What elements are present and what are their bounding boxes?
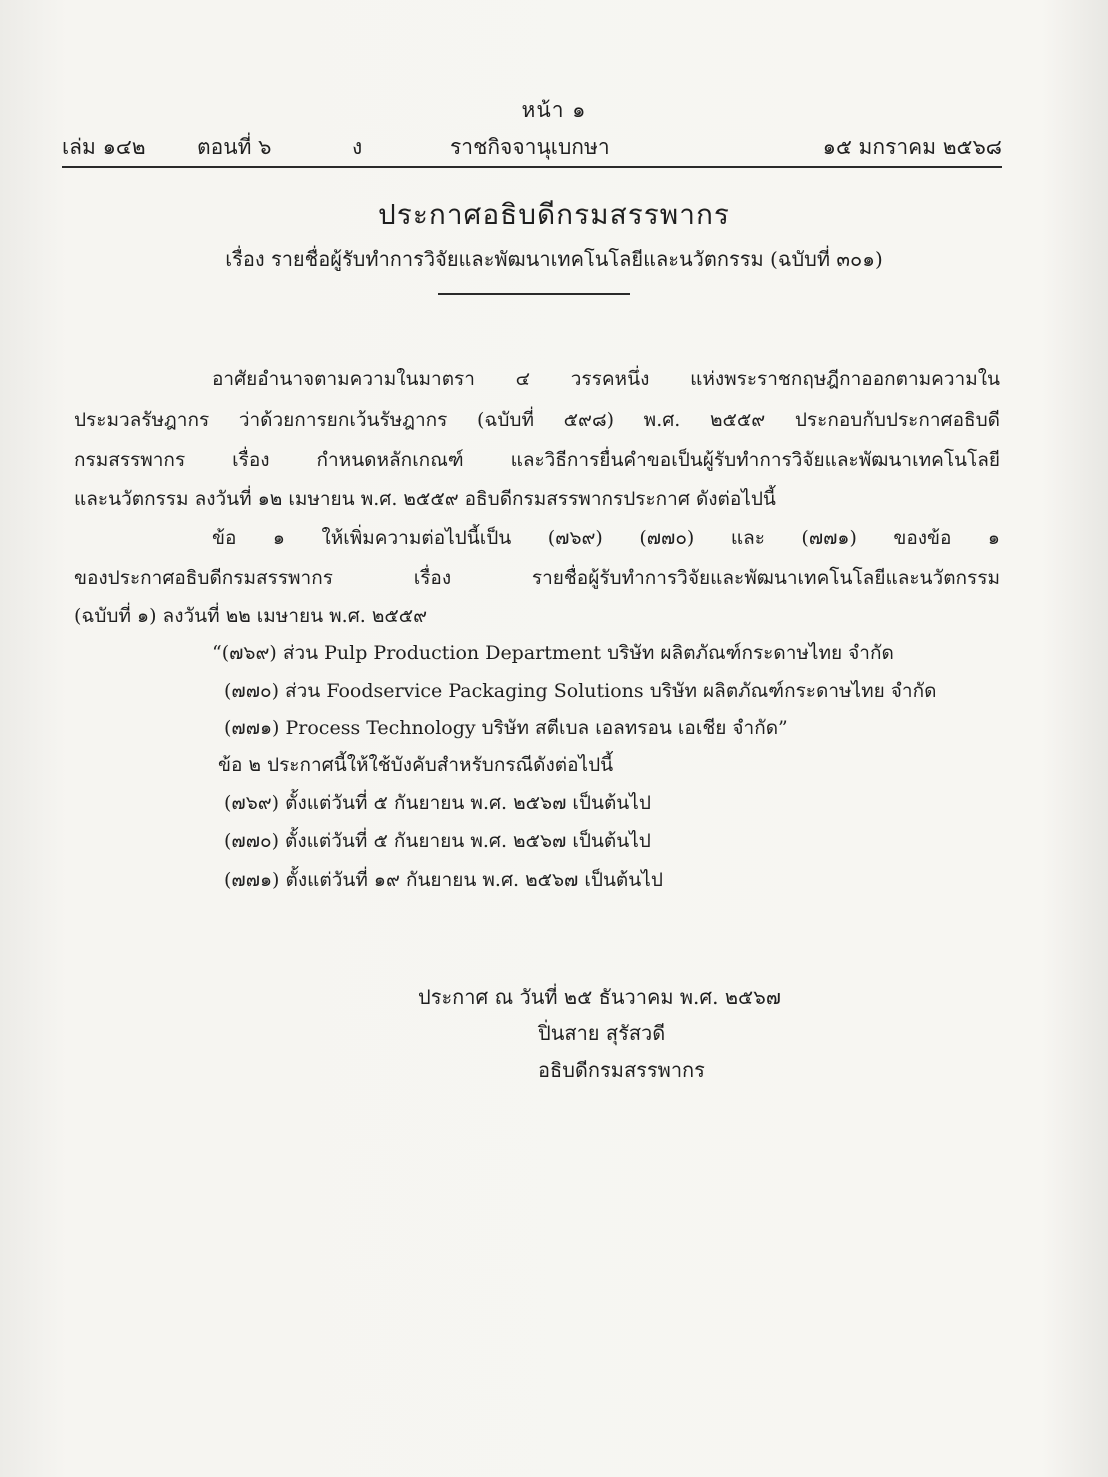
clause-2-item: (๗๗๑) ตั้งแต่วันที่ ๑๙ กันยายน พ.ศ. ๒๕๖๗ เป็นต้นไป — [224, 869, 663, 891]
preamble-line-3: กรมสรรพากร เรื่อง กำหนดหลักเกณฑ์ และวิธีการยื่นคำขอเป็นผู้รับทำการวิจัยและพัฒนาเทคโนโลยี — [74, 449, 1000, 471]
gazette-date: ๑๕ มกราคม ๒๕๖๘ — [822, 135, 1002, 159]
preamble-line-1: อาศัยอำนาจตามความในมาตรา ๔ วรรคหนึ่ง แห่งพระราชกฤษฎีกาออกตามความใน — [212, 368, 1000, 390]
gazette-header — [62, 131, 1002, 161]
title-divider — [438, 293, 630, 295]
preamble-line-4: และนวัตกรรม ลงวันที่ ๑๒ เมษายน พ.ศ. ๒๕๕๙ อธิบดีกรมสรรพากรประกาศ ดังต่อไปนี้ — [74, 488, 776, 510]
clause-2-item: (๗๗๐) ตั้งแต่วันที่ ๕ กันยายน พ.ศ. ๒๕๖๗ เป็นต้นไป — [224, 830, 651, 852]
document-title: ประกาศอธิบดีกรมสรรพากร — [378, 198, 730, 231]
signatory-name: ปิ่นสาย สุรัสวดี — [538, 1021, 666, 1045]
clause-2-item: (๗๖๙) ตั้งแต่วันที่ ๕ กันยายน พ.ศ. ๒๕๖๗ เป็นต้นไป — [224, 792, 651, 814]
document-subtitle: เรื่อง รายชื่อผู้รับทำการวิจัยและพัฒนาเทคโนโลยีและนวัตกรรม (ฉบับที่ ๓๐๑) — [225, 247, 883, 271]
header-divider — [62, 166, 1002, 168]
clause-1-item: (๗๗๑) Process Technology บริษัท สตีเบล เอลทรอน เอเชีย จำกัด” — [224, 717, 788, 739]
clause-2-line-1: ข้อ ๒ ประกาศนี้ให้ใช้บังคับสำหรับกรณีดังต่อไปนี้ — [218, 754, 614, 776]
clause-1-item: “(๗๖๙) ส่วน Pulp Production Department บริษัท ผลิตภัณฑ์กระดาษไทย จำกัด — [212, 642, 894, 664]
signatory-position: อธิบดีกรมสรรพากร — [538, 1058, 705, 1082]
clause-1-item: (๗๗๐) ส่วน Foodservice Packaging Solutions บริษัท ผลิตภัณฑ์กระดาษไทย จำกัด — [224, 680, 937, 702]
clause-1-line-3: (ฉบับที่ ๑) ลงวันที่ ๒๒ เมษายน พ.ศ. ๒๕๕๙ — [74, 605, 428, 627]
gazette-name: ราชกิจจานุเบกษา — [450, 135, 610, 159]
preamble-line-2: ประมวลรัษฎากร ว่าด้วยการยกเว้นรัษฎากร (ฉบับที่ ๕๙๘) พ.ศ. ๒๕๕๙ ประกอบกับประกาศอธิบดี — [74, 409, 1000, 431]
volume-label: เล่ม ๑๔๒ — [62, 135, 146, 159]
page-number: หน้า ๑ — [521, 98, 587, 122]
announcement-date: ประกาศ ณ วันที่ ๒๕ ธันวาคม พ.ศ. ๒๕๖๗ — [418, 985, 781, 1009]
issue-label: ตอนที่ ๖ — [197, 135, 272, 159]
section-letter: ง — [352, 135, 363, 159]
clause-1-line-2: ของประกาศอธิบดีกรมสรรพากร เรื่อง รายชื่อผู้รับทำการวิจัยและพัฒนาเทคโนโลยีและนวัตกรรม — [74, 567, 1000, 589]
clause-1-line-1: ข้อ ๑ ให้เพิ่มความต่อไปนี้เป็น (๗๖๙) (๗๗๐) และ (๗๗๑) ของข้อ ๑ — [212, 527, 1000, 549]
